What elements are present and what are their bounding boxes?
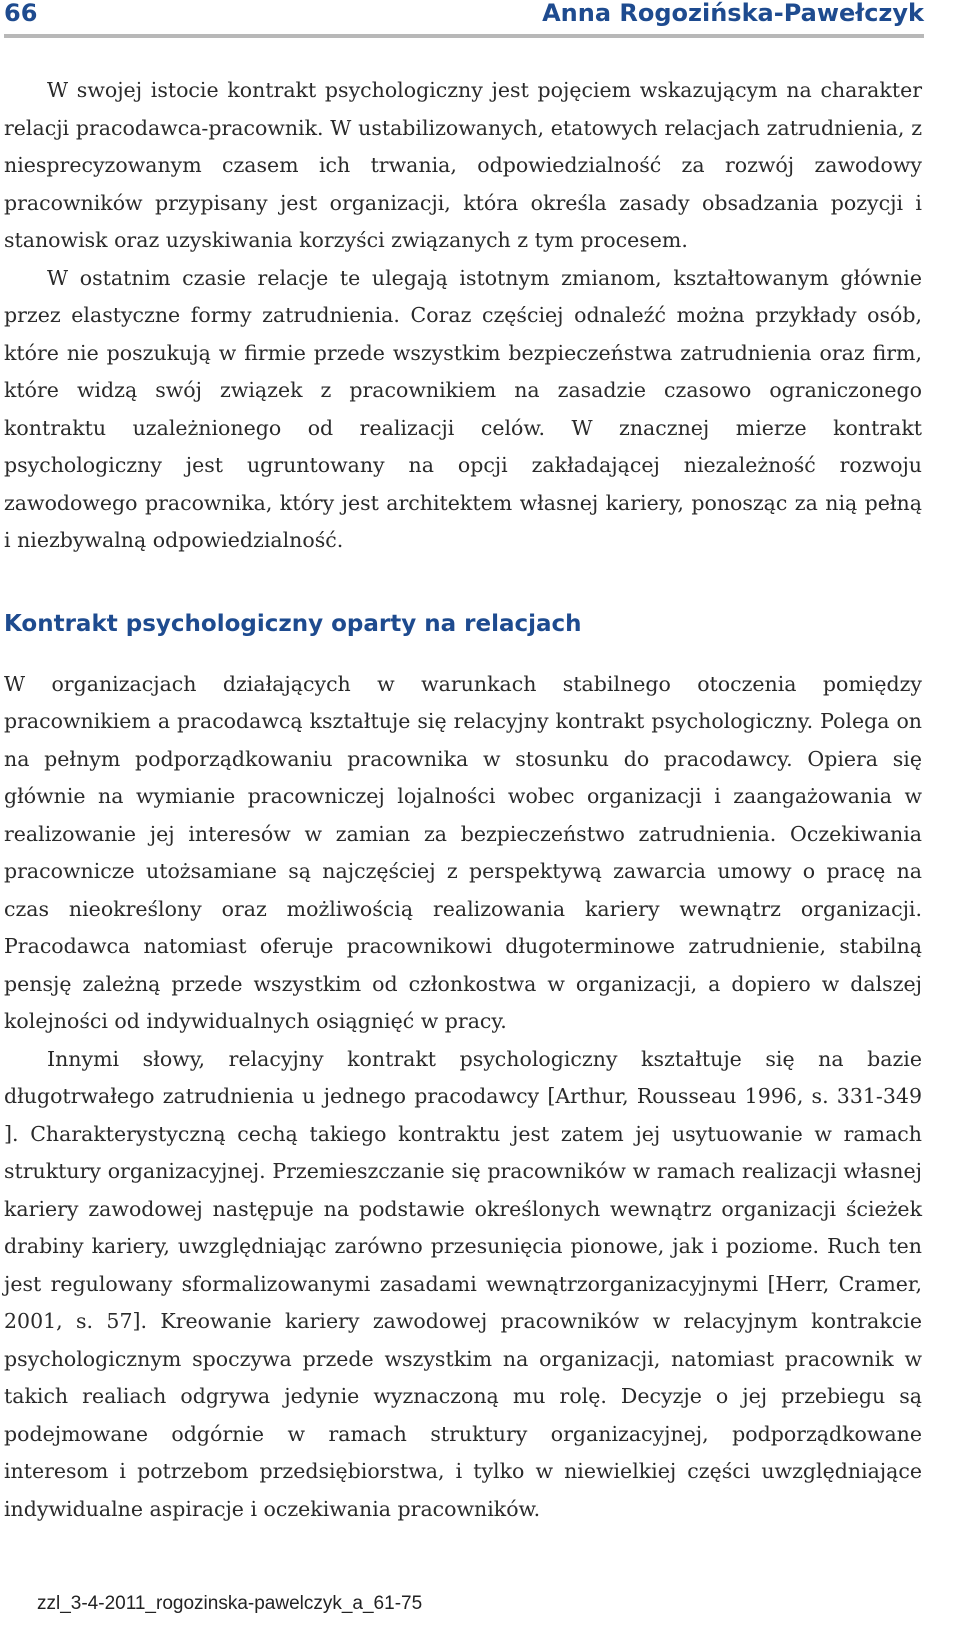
header-rule (4, 34, 924, 38)
main-text (4, 72, 922, 1528)
section-heading: Kontrakt psychologiczny oparty na relacjach (4, 610, 582, 637)
paragraph: Innymi słowy, relacyjny kontrakt psychologiczny kształtuje się na bazie długotrwałego zatrudnienia u jednego pracodawcy [Arthur, Rousseau 1996, s. 331-349 ]. Charakterystyczną cechą takiego kontraktu jest zatem jej usytuowanie w ramach struktury organizacyjnej. Przemieszczanie się pracowników w ramach realizacji własnej kariery zawodowej następuje na podstawie określonych wewnątrz organizacji ścieżek drabiny kariery, uwzględniając zarówno przesunięcia pionowe, jak i poziome. Ruch ten jest regulowany sformalizowanymi zasadami wewnątrzorganizacyjnymi [Herr, Cramer, 2001, s. 57]. Kreowanie kariery zawodowej pracowników w relacyjnym kontrakcie psychologicznym spoczywa przede wszystkim na organizacji, natomiast pracownik w takich realiach odgrywa jedynie wyznaczoną mu rolę. Decyzje o jej przebiegu są podejmowane odgórnie w ramach struktury organizacyjnej, podporządkowane interesom i potrzebom przedsiębiorstwa, i tylko w niewielkiej części uwzględniające indywidualne aspiracje i oczekiwania pracowników. (4, 1046, 922, 1521)
spacer (4, 560, 922, 582)
paragraph: W organizacjach działających w warunkach stabilnego otoczenia pomiędzy pracownikiem a pracodawcą kształtuje się relacyjny kontrakt psychologiczny. Polega on na pełnym podporządkowaniu pracownika w stosunku do pracodawcy. Opiera się głównie na wymianie pracowniczej lojalności wobec organizacji i zaangażowania w realizowanie jej interesów w zamian za bezpieczeństwo zatrudnienia. Oczekiwania pracownicze utożsamiane są najczęściej z perspektywą zawarcia umowy o pracę na czas nieokreślony oraz możliwością realizowania kariery wewnątrz organizacji. Pracodawca natomiast oferuje pracownikowi długoterminowe zatrudnienie, stabilną pensję zależną przede wszystkim od członkostwa w organizacji, a dopiero w dalszej kolejności od indywidualnych osiągnięć w pracy. (4, 671, 922, 1033)
paragraph: W ostatnim czasie relacje te ulegają istotnym zmianom, kształtowanym głównie przez elastyczne formy zatrudnienia. Coraz częściej odnaleźć można przykłady osób, które nie poszukują w firmie przede wszystkim bezpieczeństwa zatrudnienia oraz firm, które widzą swój związek z pracownikiem na zasadzie czasowo ograniczonego kontraktu uzależnionego od realizacji celów. W znacznej mierze kontrakt psychologiczny jest ugruntowany na opcji zakładającej niezależność rozwoju zawodowego pracownika, który jest architektem własnej kariery, ponosząc za nią pełną i niezbywalną odpowiedzialność. (4, 265, 922, 552)
paragraph: W swojej istocie kontrakt psychologiczny jest pojęciem wskazującym na charakter relacji pracodawca-pracownik. W ustabilizowanych, etatowych relacjach zatrudnienia, z niesprecyzowanym czasem ich trwania, odpowiedzialność za rozwój zawodowy pracowników przypisany jest organizacji, która określa zasady obsadzania pozycji i stanowisk oraz uzyskiwania korzyści związanych z tym procesem. (4, 78, 922, 252)
running-head-author: Anna Rogozińska-Pawełczyk (542, 0, 924, 27)
footer-file-id: zzl_3-4-2011_rogozinska-pawelczyk_a_61-75 (37, 1593, 423, 1614)
page-number: 66 (4, 0, 38, 27)
